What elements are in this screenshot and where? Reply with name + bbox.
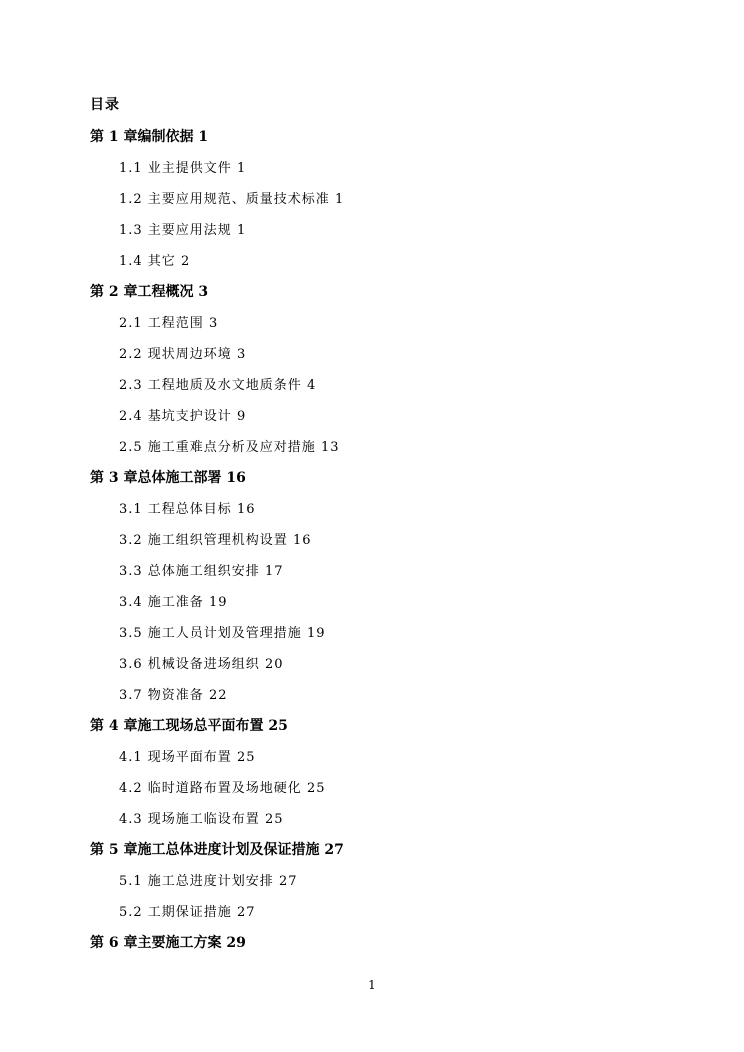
toc-section-entry[interactable]: 4.2 临时道路布置及场地硬化 25 — [119, 781, 326, 796]
toc-section-entry[interactable]: 3.6 机械设备进场组织 20 — [119, 657, 284, 672]
toc-section-entry[interactable]: 2.3 工程地质及水文地质条件 4 — [119, 378, 317, 393]
toc-section-entry[interactable]: 5.2 工期保证措施 27 — [119, 905, 256, 920]
toc-chapter-entry[interactable]: 第 2 章工程概况 3 — [90, 284, 209, 300]
toc-section-entry[interactable]: 1.2 主要应用规范、质量技术标准 1 — [119, 192, 345, 207]
toc-section-entry[interactable]: 3.7 物资准备 22 — [119, 688, 228, 703]
toc-section-entry[interactable]: 3.4 施工准备 19 — [119, 595, 228, 610]
toc-chapter-entry[interactable]: 第 5 章施工总体进度计划及保证措施 27 — [90, 842, 344, 858]
toc-section-entry[interactable]: 2.5 施工重难点分析及应对措施 13 — [119, 440, 340, 455]
toc-section-entry[interactable]: 3.5 施工人员计划及管理措施 19 — [119, 626, 326, 641]
toc-section-entry[interactable]: 4.3 现场施工临设布置 25 — [119, 812, 284, 827]
toc-title: 目录 — [90, 97, 120, 113]
toc-section-entry[interactable]: 3.3 总体施工组织安排 17 — [119, 564, 284, 579]
toc-section-entry[interactable]: 1.1 业主提供文件 1 — [119, 161, 247, 176]
toc-section-entry[interactable]: 1.3 主要应用法规 1 — [119, 223, 247, 238]
toc-section-entry[interactable]: 1.4 其它 2 — [119, 254, 191, 269]
toc-section-entry[interactable]: 3.1 工程总体目标 16 — [119, 502, 256, 517]
toc-chapter-entry[interactable]: 第 1 章编制依据 1 — [90, 129, 209, 145]
toc-section-entry[interactable]: 5.1 施工总进度计划安排 27 — [119, 874, 298, 889]
toc-section-entry[interactable]: 2.4 基坑支护设计 9 — [119, 409, 247, 424]
toc-section-entry[interactable]: 4.1 现场平面布置 25 — [119, 750, 256, 765]
toc-section-entry[interactable]: 2.2 现状周边环境 3 — [119, 347, 247, 362]
page-number: 1 — [368, 978, 376, 992]
toc-section-entry[interactable]: 3.2 施工组织管理机构设置 16 — [119, 533, 312, 548]
toc-section-entry[interactable]: 2.1 工程范围 3 — [119, 316, 219, 331]
toc-chapter-entry[interactable]: 第 3 章总体施工部署 16 — [90, 470, 246, 486]
toc-chapter-entry[interactable]: 第 4 章施工现场总平面布置 25 — [90, 718, 288, 734]
toc-chapter-entry[interactable]: 第 6 章主要施工方案 29 — [90, 935, 246, 951]
